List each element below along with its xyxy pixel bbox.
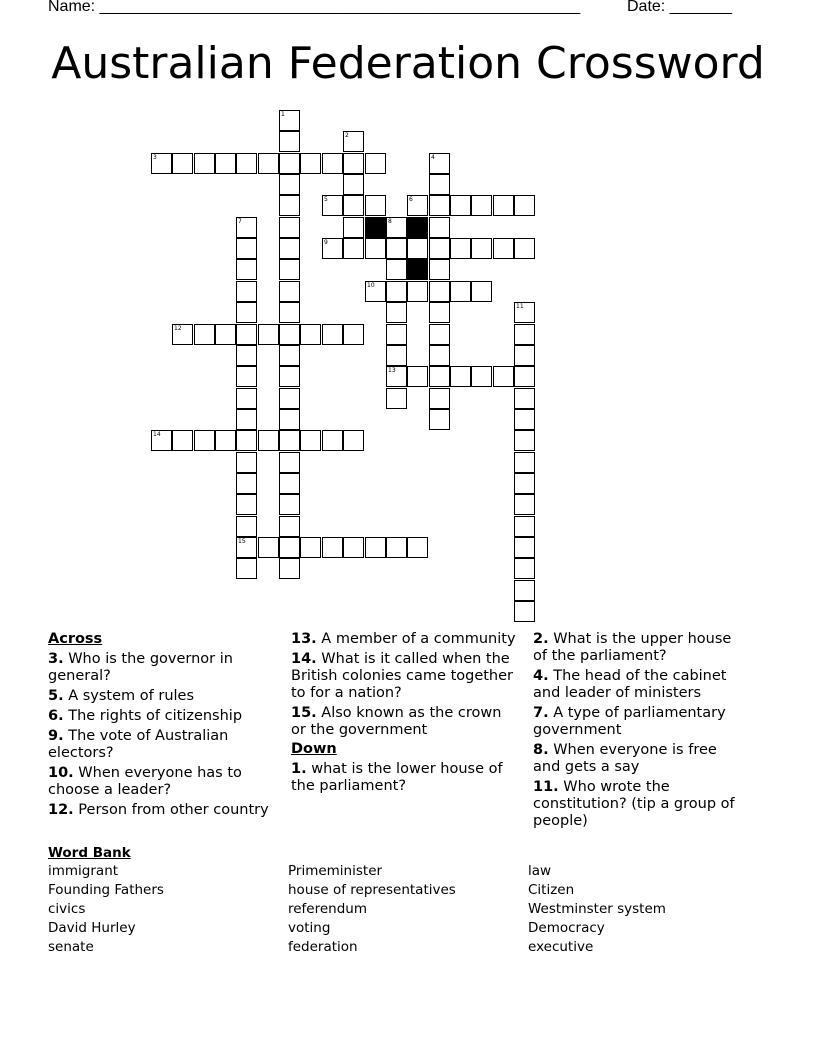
crossword-cell[interactable] [365, 153, 386, 174]
clue-across-13: 13. A member of a community [291, 631, 516, 647]
crossword-cell[interactable] [514, 580, 535, 601]
crossword-cell[interactable] [236, 430, 257, 451]
crossword-cell[interactable] [279, 494, 300, 515]
crossword-cell[interactable] [471, 366, 492, 387]
cell-number: 15 [238, 538, 246, 545]
word-bank-item: house of representatives [288, 882, 456, 898]
crossword-cell[interactable] [386, 281, 407, 302]
cell-number: 12 [174, 325, 182, 332]
crossword-cell[interactable] [407, 366, 428, 387]
crossword-cell[interactable] [279, 430, 300, 451]
crossword-cell[interactable] [279, 324, 300, 345]
clue-down-8: 8. When everyone is free and gets a say [533, 742, 717, 775]
crossword-cell[interactable] [279, 452, 300, 473]
crossword-cell[interactable] [386, 259, 407, 280]
crossword-cell[interactable] [236, 281, 257, 302]
cell-number: 14 [153, 431, 161, 438]
clues-column-2 [291, 629, 516, 795]
crossword-cell[interactable] [215, 324, 236, 345]
crossword-cell[interactable] [300, 430, 321, 451]
crossword-cell[interactable] [493, 366, 514, 387]
cell-number: 5 [324, 196, 328, 203]
crossword-cell[interactable] [429, 324, 450, 345]
crossword-cell[interactable] [514, 452, 535, 473]
crossword-cell[interactable] [343, 238, 364, 259]
crossword-cell[interactable] [386, 388, 407, 409]
crossword-cell[interactable] [386, 217, 407, 238]
crossword-cell[interactable] [322, 324, 343, 345]
crossword-cell[interactable] [514, 558, 535, 579]
crossword-cell[interactable] [194, 324, 215, 345]
clue-across-10: 10. When everyone has to choose a leader? [48, 765, 242, 798]
crossword-cell[interactable] [236, 153, 257, 174]
crossword-cell[interactable] [279, 537, 300, 558]
crossword-cell[interactable] [386, 537, 407, 558]
crossword-cell[interactable] [343, 195, 364, 216]
crossword-cell[interactable] [279, 473, 300, 494]
crossword-cell[interactable] [322, 430, 343, 451]
crossword-cell[interactable] [279, 345, 300, 366]
crossword-cell[interactable] [279, 259, 300, 280]
clue-across-6: 6. The rights of citizenship [48, 708, 243, 724]
crossword-black-cell [407, 217, 428, 238]
crossword-cell[interactable] [279, 195, 300, 216]
crossword-cell[interactable] [279, 217, 300, 238]
crossword-cell[interactable] [322, 238, 343, 259]
clue-down-11: 11. Who wrote the constitution? (tip a group of people) [533, 779, 735, 829]
clue-across-3: 3. Who is the governor in general? [48, 651, 233, 684]
crossword-cell[interactable] [343, 174, 364, 195]
clue-down-7: 7. A type of parliamentary government [533, 705, 726, 738]
clue-down-4: 4. The head of the cabinet and leader of ministers [533, 668, 727, 701]
crossword-cell[interactable] [514, 388, 535, 409]
crossword-cell[interactable] [514, 324, 535, 345]
crossword-cell[interactable] [343, 537, 364, 558]
crossword-cell[interactable] [493, 195, 514, 216]
cell-number: 1 [281, 111, 285, 118]
crossword-cell[interactable] [236, 473, 257, 494]
crossword-cell[interactable] [194, 153, 215, 174]
crossword-cell[interactable] [514, 238, 535, 259]
clue-across-15: 15. Also known as the crown or the government [291, 705, 502, 738]
page-title: Australian Federation Crossword [51, 38, 765, 89]
crossword-cell[interactable] [236, 217, 257, 238]
crossword-cell[interactable] [343, 324, 364, 345]
crossword-cell[interactable] [514, 537, 535, 558]
crossword-cell[interactable] [236, 494, 257, 515]
crossword-cell[interactable] [343, 153, 364, 174]
crossword-cell[interactable] [236, 537, 257, 558]
cell-number: 7 [238, 218, 242, 225]
crossword-cell[interactable] [258, 430, 279, 451]
word-bank-item: Founding Fathers [48, 882, 164, 898]
crossword-cell[interactable] [386, 238, 407, 259]
crossword-cell[interactable] [450, 281, 471, 302]
word-bank-heading: Word Bank [48, 845, 131, 861]
crossword-cell[interactable] [279, 302, 300, 323]
cell-number: 8 [388, 218, 392, 225]
crossword-cell[interactable] [343, 131, 364, 152]
crossword-cell[interactable] [215, 153, 236, 174]
cell-number: 6 [409, 196, 413, 203]
cell-number: 10 [367, 282, 375, 289]
crossword-cell[interactable] [450, 238, 471, 259]
crossword-cell[interactable] [279, 281, 300, 302]
word-bank-item: voting [288, 920, 331, 936]
crossword-cell[interactable] [386, 366, 407, 387]
crossword-cell[interactable] [429, 281, 450, 302]
crossword-cell[interactable] [365, 281, 386, 302]
word-bank-item: Democracy [528, 920, 605, 936]
word-bank-item: David Hurley [48, 920, 136, 936]
crossword-cell[interactable] [279, 110, 300, 131]
crossword-cell[interactable] [236, 516, 257, 537]
crossword-cell[interactable] [407, 238, 428, 259]
cell-number: 4 [431, 154, 435, 161]
crossword-cell[interactable] [322, 537, 343, 558]
crossword-cell[interactable] [279, 238, 300, 259]
crossword-cell[interactable] [429, 174, 450, 195]
crossword-cell[interactable] [322, 195, 343, 216]
word-bank-item: federation [288, 939, 358, 955]
clue-across-14: 14. What is it called when the British colonies came together to for a nation? [291, 651, 514, 701]
crossword-black-cell [365, 217, 386, 238]
word-bank-item: referendum [288, 901, 368, 917]
crossword-cell[interactable] [514, 302, 535, 323]
crossword-cell[interactable] [236, 388, 257, 409]
word-bank-item: executive [528, 939, 594, 955]
crossword-cell[interactable] [279, 516, 300, 537]
crossword-cell[interactable] [236, 345, 257, 366]
cell-number: 3 [153, 154, 157, 161]
crossword-cell[interactable] [215, 430, 236, 451]
crossword-cell[interactable] [258, 153, 279, 174]
across-heading: Across [48, 631, 103, 647]
crossword-cell[interactable] [429, 217, 450, 238]
clue-down-2: 2. What is the upper house of the parliament? [533, 631, 732, 664]
word-bank-item: Primeminister [288, 863, 383, 879]
crossword-cell[interactable] [450, 366, 471, 387]
clues-column-1 [48, 629, 278, 819]
word-bank-item: civics [48, 901, 86, 917]
crossword-cell[interactable] [300, 537, 321, 558]
clue-across-9: 9. The vote of Australian electors? [48, 728, 229, 761]
crossword-cell[interactable] [236, 452, 257, 473]
crossword-cell[interactable] [386, 302, 407, 323]
crossword-cell[interactable] [194, 430, 215, 451]
crossword-cell[interactable] [258, 324, 279, 345]
word-bank-item: law [528, 863, 552, 879]
clues-column-3 [533, 629, 748, 830]
crossword-cell[interactable] [279, 131, 300, 152]
crossword-cell[interactable] [493, 238, 514, 259]
crossword-cell[interactable] [386, 345, 407, 366]
crossword-cell[interactable] [429, 195, 450, 216]
crossword-cell[interactable] [429, 366, 450, 387]
crossword-cell[interactable] [365, 537, 386, 558]
cell-number: 9 [324, 239, 328, 246]
clue-across-5: 5. A system of rules [48, 688, 195, 704]
crossword-cell[interactable] [279, 388, 300, 409]
crossword-cell[interactable] [172, 153, 193, 174]
crossword-cell[interactable] [343, 217, 364, 238]
crossword-cell[interactable] [407, 281, 428, 302]
crossword-cell[interactable] [429, 153, 450, 174]
crossword-cell[interactable] [300, 153, 321, 174]
word-bank-column-3 [528, 862, 666, 957]
cell-number: 13 [388, 367, 396, 374]
crossword-cell[interactable] [429, 259, 450, 280]
crossword-cell[interactable] [172, 430, 193, 451]
crossword-cell[interactable] [471, 281, 492, 302]
cell-number: 11 [516, 303, 524, 310]
crossword-cell[interactable] [322, 153, 343, 174]
crossword-cell[interactable] [236, 324, 257, 345]
crossword-cell[interactable] [236, 366, 257, 387]
crossword-cell[interactable] [279, 409, 300, 430]
crossword-cell[interactable] [429, 409, 450, 430]
crossword-cell[interactable] [279, 174, 300, 195]
crossword-cell[interactable] [429, 388, 450, 409]
crossword-cell[interactable] [471, 238, 492, 259]
crossword-cell[interactable] [343, 430, 364, 451]
crossword-cell[interactable] [514, 473, 535, 494]
crossword-cell[interactable] [236, 302, 257, 323]
crossword-cell[interactable] [450, 195, 471, 216]
crossword-cell[interactable] [236, 409, 257, 430]
crossword-cell[interactable] [151, 153, 172, 174]
crossword-cell[interactable] [514, 516, 535, 537]
cell-number: 2 [345, 132, 349, 139]
crossword-cell[interactable] [429, 238, 450, 259]
crossword-cell[interactable] [151, 430, 172, 451]
crossword-cell[interactable] [279, 153, 300, 174]
clue-down-1: 1. what is the lower house of the parliament? [291, 761, 503, 794]
crossword-cell[interactable] [471, 195, 492, 216]
crossword-cell[interactable] [429, 345, 450, 366]
crossword-cell[interactable] [407, 537, 428, 558]
clue-across-12: 12. Person from other country [48, 802, 269, 818]
crossword-cell[interactable] [236, 259, 257, 280]
crossword-cell[interactable] [514, 601, 535, 622]
word-bank-item: Westminster system [528, 901, 666, 917]
name-field-line: Name: ______________________________________________________ [48, 0, 581, 15]
crossword-cell[interactable] [236, 558, 257, 579]
crossword-cell[interactable] [258, 537, 279, 558]
crossword-cell[interactable] [236, 238, 257, 259]
crossword-cell[interactable] [365, 238, 386, 259]
crossword-cell[interactable] [172, 324, 193, 345]
crossword-cell[interactable] [279, 558, 300, 579]
word-bank-column-2 [288, 862, 456, 957]
crossword-cell[interactable] [365, 195, 386, 216]
crossword-cell[interactable] [429, 302, 450, 323]
crossword-cell[interactable] [514, 366, 535, 387]
crossword-cell[interactable] [300, 324, 321, 345]
crossword-cell[interactable] [407, 195, 428, 216]
word-bank-item: immigrant [48, 863, 119, 879]
crossword-black-cell [407, 259, 428, 280]
crossword-cell[interactable] [514, 195, 535, 216]
crossword-cell[interactable] [279, 366, 300, 387]
down-heading: Down [291, 741, 337, 757]
date-field-line: Date: _______ [627, 0, 732, 15]
crossword-cell[interactable] [514, 430, 535, 451]
crossword-cell[interactable] [514, 409, 535, 430]
crossword-cell[interactable] [386, 324, 407, 345]
word-bank-item: Citizen [528, 882, 575, 898]
crossword-cell[interactable] [514, 345, 535, 366]
word-bank-column-1 [48, 862, 164, 957]
word-bank-item: senate [48, 939, 94, 955]
crossword-cell[interactable] [514, 494, 535, 515]
